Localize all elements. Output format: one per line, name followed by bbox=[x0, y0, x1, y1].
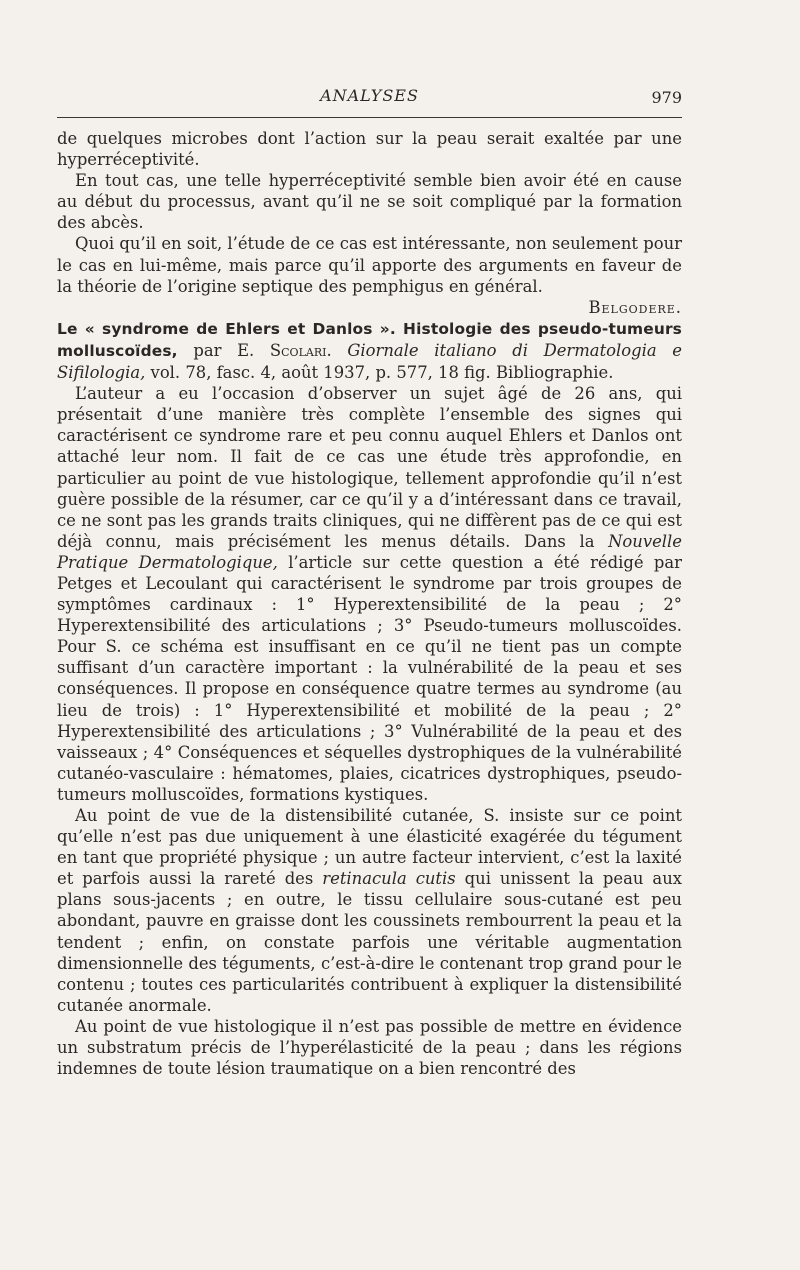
body-text bbox=[57, 128, 682, 1079]
paragraph: En tout cas, une telle hyperréceptivité semble bien avoir été en cause au début du processus, avant qu’il ne se soit compliqué par la formation des abcès. bbox=[57, 171, 682, 233]
article-heading bbox=[57, 318, 682, 383]
running-title: ANALYSES bbox=[320, 86, 419, 105]
paragraph-text: Au point de vue de la distensibilité cutanée, S. insiste sur ce point qu’elle n’est pas due uniquement à une élasticité exagérée du tégument en tant que propriété physique ; un autre facteur intervient, c’est la laxité et parfois aussi la rareté des bbox=[57, 806, 682, 889]
page-number: 979 bbox=[651, 88, 682, 107]
reviewer-signature: Belgodere. bbox=[588, 297, 682, 317]
paragraph: de quelques microbes dont l’action sur la peau serait exaltée par une hyperréceptivité. bbox=[57, 129, 682, 170]
paragraph: Au point de vue histologique il n’est pas possible de mettre en évidence un substratum précis de l’hyperélasticité de la peau ; dans les régions indemnes de toute lésion traumatique on a bien rencontré des bbox=[57, 1016, 682, 1079]
paragraph bbox=[57, 383, 682, 805]
italic-reference: Nouvelle Pratique Dermatologique, bbox=[57, 531, 682, 572]
paragraph: Quoi qu’il en soit, l’étude de ce cas est intéressante, non seulement pour le cas en lui-même, mais parce qu’il apporte des arguments en faveur de la théorie de l’origine septique des pemphigus en général. bbox=[57, 234, 682, 296]
paragraph-text: qui unissent la peau aux plans sous-jacents ; en outre, le tissu cellulaire sous-cutané est peu abondant, pauvre en graisse dont les coussinets rembourrent la peau et la tendent ; enfin, on constate parfois une véritable augmentation dimensionnelle des téguments, c’est-à-dire le contenant trop grand pour le contenu ; toutes ces particularités contribuent à expliquer la distensibilité cutanée anormale. bbox=[57, 869, 682, 1015]
journal-name: Giornale italiano di Dermatologia e Sifilologia, bbox=[57, 340, 682, 383]
paragraph-text: l’article sur cette question a été rédigé par Petges et Lecoulant qui caractérisent le syndrome par trois groupes de symptômes cardinaux : 1° Hyperextensibilité de la peau ; 2° Hyperextensibilité des articulations ; 3° Pseudo-tumeurs molluscoïdes. Pour S. ce schéma est insuffisant en ce qu’il ne tient pas un compte suffisant d’un caractère important : la vulnérabilité de la peau et ses conséquences. Il propose en conséquence quatre termes au syndrome (au lieu de trois) : 1° Hyperextensibilité et mobilité de la peau ; 2° Hyperextensibilité des articulations ; 3° Vulnérabilité de la peau et des vaisseaux ; 4° Conséquences et séquelles dystrophiques de la vulnérabilité cutanéo-vasculaire : hématomes, plaies, cicatrices dystrophiques, pseudo-tumeurs molluscoïdes, formations kystiques. bbox=[57, 552, 683, 804]
citation-details: vol. 78, fasc. 4, août 1937, p. 577, 18 fig. Bibliographie. bbox=[145, 363, 614, 383]
article-title: Le « syndrome de Ehlers et Danlos ». Histologie des pseudo-tumeurs molluscoïdes, bbox=[57, 319, 682, 360]
header-rule bbox=[57, 117, 682, 118]
author-name: Scolari. bbox=[269, 340, 332, 360]
running-header bbox=[57, 86, 682, 110]
by-text: par E. bbox=[177, 340, 270, 360]
italic-term: retinacula cutis bbox=[322, 869, 456, 889]
paragraph-text: L’auteur a eu l’occasion d’observer un sujet âgé de 26 ans, qui présentait d’une manière très complète l’ensemble des signes qui caractérisent ce syndrome rare et peu connu auquel Ehlers et Danlos ont attaché leur nom. Il fait de ce cas une étude très approfondie, en particulier au point de vue histologique, tellement approfondie qu’il n’est guère possible de la résumer, car ce qu’il y a d’intéressant dans ce travail, ce ne sont pas les grands traits cliniques, qui ne diffèrent pas de ce qui est déjà connu, mais précisément les menus détails. Dans la bbox=[57, 384, 682, 551]
paragraph bbox=[57, 805, 682, 1016]
